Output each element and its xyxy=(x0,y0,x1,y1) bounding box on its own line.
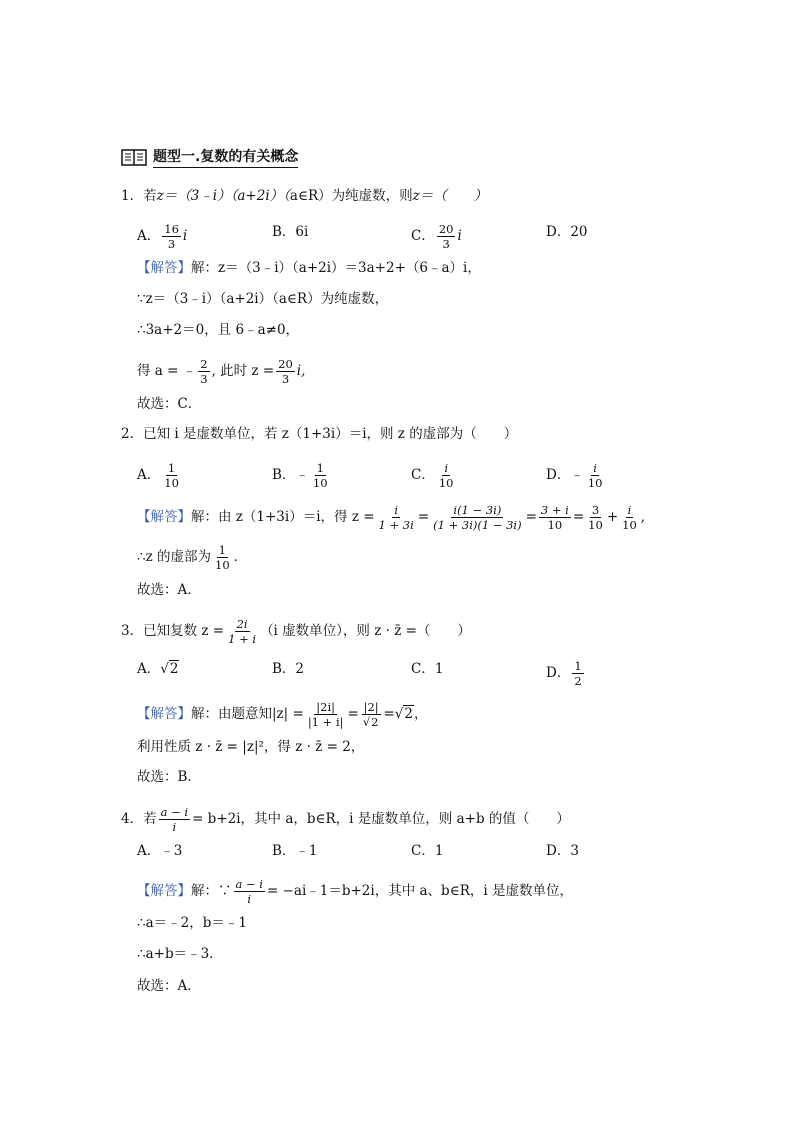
q1-option-a: A． $\frac{16}{3}$ i xyxy=(137,222,188,251)
q3-solution-line-1: 【解答】解：由题意知|z| = $\frac{|2i|}{|1 + i|}$ = $\frac{|2|}{√2}$ =√2， xyxy=(137,700,428,729)
q4-answer: 故选：A． xyxy=(137,978,201,994)
section-header xyxy=(121,146,298,168)
q1-answer: 故选：C． xyxy=(137,396,202,412)
q4-stem: 4．若 $\frac{a - i}{i}$ = b+2i，其中 a，b∈R，i 是虚数单位，则 a+b 的值（ ） xyxy=(121,805,570,834)
q1-option-c: C． $\frac{20}{3}$ i xyxy=(411,222,462,251)
q1-solution-line-3: ∴3a+2＝0，且 6﹣a≠0， xyxy=(137,322,300,338)
q3-solution-line-2: 利用性质 z · z̄ = |z|²，得 z · z̄ = 2， xyxy=(137,739,365,755)
q4-solution-line-2: ∴a＝﹣2，b＝﹣1 xyxy=(137,915,247,931)
q3-option-b: B．2 xyxy=(272,661,305,677)
section-title: 题型一.复数的有关概念 xyxy=(153,146,298,168)
q1-solution-line-4: 得 a = ﹣ $\frac{2}{3}$ , 此时 z = $\frac{20}{3}$ i, xyxy=(137,357,306,386)
q4-option-b: B．﹣1 xyxy=(272,843,318,859)
q4-solution-line-1: 【解答】解：∵ $\frac{a - i}{i}$ = −ai﹣1＝b+2i，其中 a、b∈R，i 是虚数单位， xyxy=(137,877,573,906)
q1-option-d: D．20 xyxy=(546,224,588,240)
q1-solution-line-2: ∵z＝（3﹣i）（a+2i）（a∈R）为纯虚数， xyxy=(137,291,389,307)
q3-answer: 故选：B． xyxy=(137,769,201,785)
book-icon xyxy=(121,147,147,167)
q3-option-c: C．1 xyxy=(411,661,444,677)
q4-option-a: A．﹣3 xyxy=(137,843,183,859)
q1-option-b: B．6i xyxy=(272,224,309,240)
q2-solution-line-2: ∴z 的虚部为 $\frac{1}{10}$ ． xyxy=(137,543,248,572)
q2-solution-line-1: 【解答】解：由 z（1+3i）＝i，得 z = $\frac{i}{1 + 3i}$ = $\frac{i(1 - 3i)}{(1 + 3i)(1 - 3i)}$ = $\frac{3 + i}{10}$ = $\frac{3}{10}$ + $\frac{i}{10}$ , xyxy=(137,503,646,532)
q4-solution-line-3: ∴a+b＝﹣3． xyxy=(137,946,223,962)
q3-stem: 3．已知复数 z = $\frac{2i}{1 + i}$ （i 虚数单位），则 z · z̄ =（ ） xyxy=(121,617,471,646)
q2-option-b: B．﹣ $\frac{1}{10}$ xyxy=(272,461,328,490)
q1-stem: 1．若z＝（3﹣i）（a+2i）（a∈R）为纯虚数，则z＝（ ） xyxy=(121,188,488,204)
q4-option-c: C．1 xyxy=(411,843,444,859)
q2-option-c: C． $\frac{i}{10}$ xyxy=(411,461,454,490)
q3-option-a: A．√2 xyxy=(137,661,179,677)
q4-option-d: D．3 xyxy=(546,843,579,859)
q1-solution-line-1: 【解答】解：z＝（3﹣i）（a+2i）＝3a+2+（6﹣a）i， xyxy=(137,260,481,276)
q2-answer: 故选：A． xyxy=(137,582,201,598)
q3-option-d: D． $\frac{1}{2}$ xyxy=(546,659,582,688)
q2-option-d: D．﹣ $\frac{i}{10}$ xyxy=(546,461,603,490)
q2-option-a: A． $\frac{1}{10}$ xyxy=(137,461,179,490)
q2-stem: 2．已知 i 是虚数单位，若 z（1+3i）＝i，则 z 的虚部为（ ） xyxy=(121,426,518,442)
